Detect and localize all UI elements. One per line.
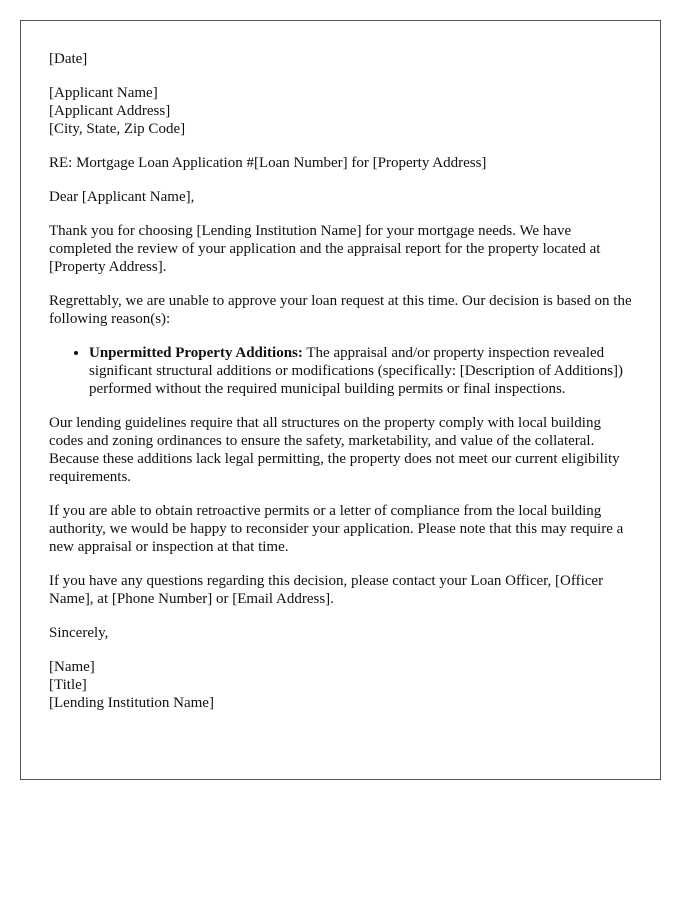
signature-title: [Title]	[49, 677, 87, 693]
signature-name: [Name]	[49, 659, 95, 675]
reason-title: Unpermitted Property Additions:	[89, 345, 303, 361]
salutation: Dear [Applicant Name],	[49, 189, 195, 205]
reason-item	[89, 344, 632, 398]
recipient-address: [Applicant Address]	[49, 103, 171, 119]
signature-block	[49, 658, 632, 712]
date-line	[49, 50, 632, 68]
letter-page	[20, 20, 661, 780]
recipient-city-state-zip: [City, State, Zip Code]	[49, 121, 186, 137]
subject-line: RE: Mortgage Loan Application #[Loan Number] for [Property Address]	[49, 155, 487, 171]
reasons-list	[49, 344, 632, 398]
reconsider-paragraph: If you are able to obtain retroactive permits or a letter of compliance from the local building authority, we would be happy to reconsider your application. Please note that this may require a new appraisal or inspection at that time.	[49, 503, 624, 555]
date-text: [Date]	[49, 51, 88, 67]
signature-institution: [Lending Institution Name]	[49, 695, 214, 711]
contact-paragraph: If you have any questions regarding this decision, please contact your Loan Officer, [Officer Name], at [Phone Number] or [Email Address].	[49, 573, 604, 607]
intro-paragraph: Thank you for choosing [Lending Institution Name] for your mortgage needs. We have completed the review of your application and the appraisal report for the property located at [Property Address].	[49, 223, 601, 275]
reason-text: The appraisal and/or property inspection revealed significant structural additions or modifications (specifically: [Description of Additions]) performed without the required municipal building permits or final inspections.	[89, 345, 624, 397]
recipient-address-block	[49, 84, 632, 138]
closing: Sincerely,	[49, 625, 109, 641]
guidelines-paragraph: Our lending guidelines require that all structures on the property comply with local building codes and zoning ordinances to ensure the safety, marketability, and value of the collateral. Because these additions lack legal permitting, the property does not meet our current eligibility requirements.	[49, 415, 620, 485]
decision-paragraph: Regrettably, we are unable to approve your loan request at this time. Our decision is based on the following reason(s):	[49, 293, 632, 327]
recipient-name: [Applicant Name]	[49, 85, 158, 101]
